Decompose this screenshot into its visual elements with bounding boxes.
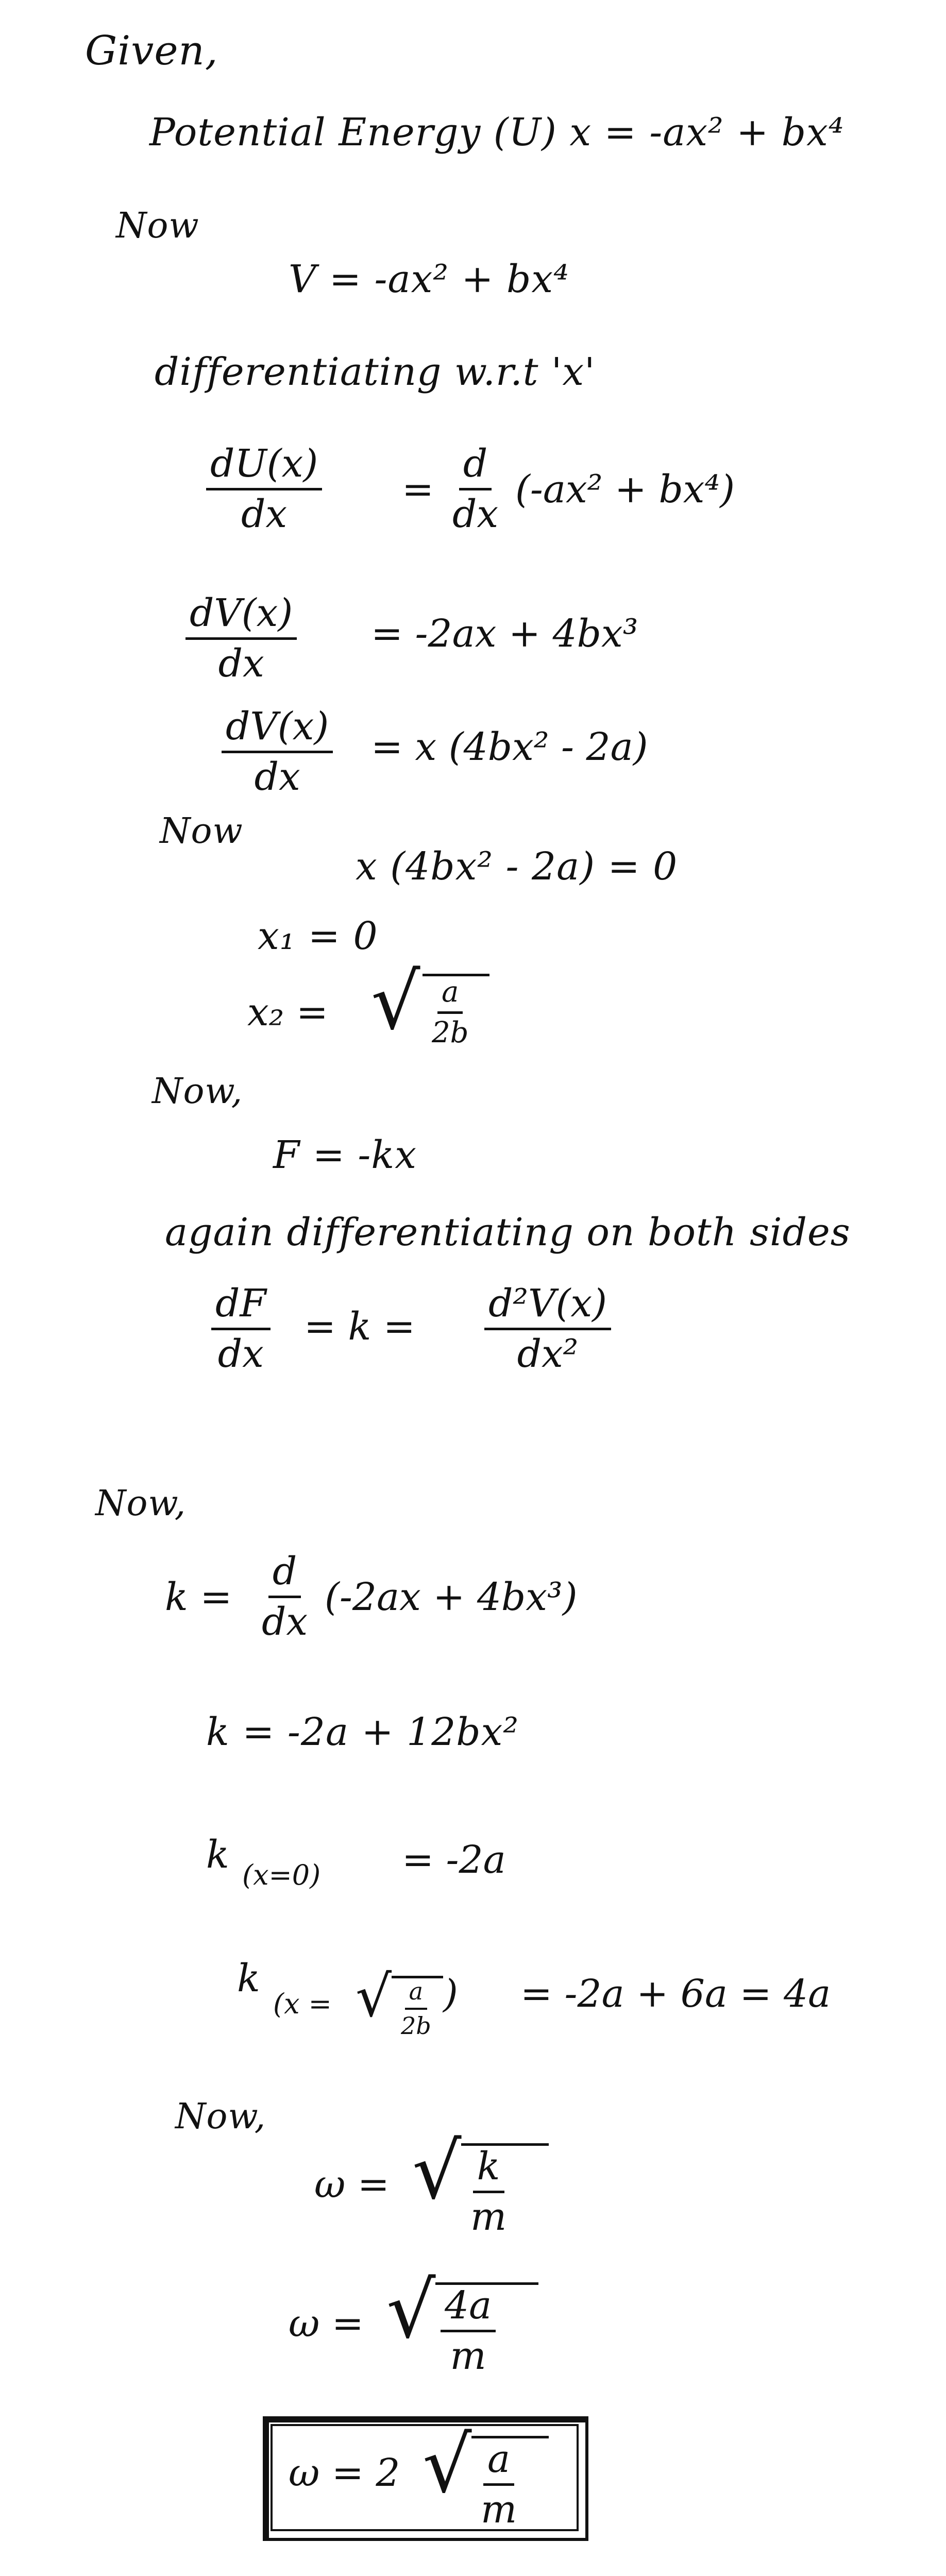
again-differentiating-text: again differentiating on both sides <box>165 1210 851 1255</box>
sqrt-symbol-x2: √ <box>371 957 420 1047</box>
k-deriv-lhs: k = <box>165 1575 232 1619</box>
omega-final-den: m <box>481 2487 517 2532</box>
df-mid: = k = <box>304 1304 415 1349</box>
k-deriv-operator <box>258 1551 312 1643</box>
k-deriv-rhs: (-2ax + 4bx³) <box>325 1575 578 1619</box>
deriv-3-lhs-den: dx <box>254 755 300 800</box>
sqrt-omega-final-radicand <box>471 2436 549 2531</box>
deriv-1-op-den: dx <box>452 492 499 537</box>
sqrt-symbol-omega-2: √ <box>386 2266 436 2355</box>
omega-2-fraction <box>441 2285 496 2378</box>
omega-final-fraction <box>477 2438 521 2531</box>
sqrt-omega-2-radicand <box>435 2282 538 2378</box>
deriv-2-lhs-fraction <box>185 592 297 685</box>
deriv-2-rhs: = -2ax + 4bx³ <box>371 612 638 656</box>
omega-final-num: a <box>483 2438 514 2486</box>
root-x2-lhs: x₂ = <box>247 990 328 1035</box>
given-heading: Given, <box>85 28 218 74</box>
sqrt-symbol-kroot: √ <box>356 1963 392 2029</box>
df-lhs-num: dF <box>211 1283 271 1330</box>
omega-2-lhs: ω = <box>289 2301 364 2346</box>
deriv-3-lhs-fraction <box>222 706 333 799</box>
deriv-2-lhs-num: dV(x) <box>185 592 297 640</box>
omega-1-lhs: ω = <box>314 2162 390 2207</box>
deriv-1-equals: = <box>402 467 434 512</box>
root-x1: x₁ = 0 <box>258 914 378 958</box>
kroot-fraction <box>397 1978 435 2039</box>
now-label-4: Now, <box>95 1483 187 1524</box>
differentiating-text: differentiating w.r.t 'x' <box>155 350 596 394</box>
deriv-3-lhs-num: dV(x) <box>222 706 333 753</box>
df-rhs-num: d²V(x) <box>484 1283 611 1330</box>
omega-final-lhs: ω = 2 <box>289 2451 400 2495</box>
k-xroot-sub-suffix: ) <box>443 1972 458 2016</box>
now-label-5: Now, <box>175 2096 266 2137</box>
deriv-1-op-num: d <box>459 443 492 490</box>
kroot-num: a <box>405 1978 427 2010</box>
sqrt-x2-radicand <box>423 974 489 1048</box>
now-label-1: Now <box>116 206 199 246</box>
df-rhs-den: dx² <box>517 1332 579 1377</box>
k-x0-sub: (x=0) <box>242 1859 321 1891</box>
sqrt-omega-1-radicand <box>461 2143 549 2239</box>
deriv-1-lhs-num: dU(x) <box>206 443 322 490</box>
sqrt-symbol-omega-1: √ <box>412 2127 462 2216</box>
sqrt-symbol-omega-final: √ <box>423 2420 472 2510</box>
k-xroot-k: k <box>237 1956 260 2001</box>
deriv-3-rhs: = x (4bx² - 2a) <box>371 725 648 769</box>
k-xroot-rhs: = -2a + 6a = 4a <box>520 1972 831 2016</box>
omega-1-fraction <box>466 2146 511 2239</box>
equation-v: V = -ax² + bx⁴ <box>289 257 569 301</box>
kroot-den: 2b <box>401 2011 431 2040</box>
k-x0-rhs: = -2a <box>402 1838 506 1882</box>
df-rhs-fraction <box>484 1283 611 1376</box>
omega-1-den: m <box>470 2195 507 2240</box>
df-lhs-fraction <box>211 1283 271 1376</box>
now-label-3: Now, <box>152 1071 243 1112</box>
df-lhs-den: dx <box>217 1332 264 1377</box>
sqrt-kroot-radicand <box>392 1976 443 2039</box>
k-equation: k = -2a + 12bx² <box>206 1710 519 1754</box>
deriv-1-operator-fraction <box>448 443 502 536</box>
k-xroot-sub-prefix: (x = <box>273 1988 332 2020</box>
omega-2-den: m <box>450 2334 486 2379</box>
omega-1-num: k <box>473 2146 504 2193</box>
k-x0-k: k <box>206 1833 229 1877</box>
deriv-1-lhs-fraction <box>206 443 322 536</box>
k-deriv-op-den: dx <box>262 1600 308 1645</box>
deriv-1-rhs: (-ax² + bx⁴) <box>515 467 735 512</box>
root-equation: x (4bx² - 2a) = 0 <box>356 844 678 889</box>
x2-den: 2b <box>432 1015 469 1049</box>
force-equation: F = -kx <box>273 1133 417 1177</box>
x2-num: a <box>437 976 463 1014</box>
omega-2-num: 4a <box>441 2285 496 2332</box>
deriv-1-lhs-den: dx <box>241 492 288 537</box>
x2-fraction <box>428 976 472 1048</box>
now-label-2: Now <box>160 811 243 852</box>
k-deriv-op-num: d <box>268 1551 301 1598</box>
given-potential-energy: Potential Energy (U) x = -ax² + bx⁴ <box>149 110 844 155</box>
deriv-2-lhs-den: dx <box>218 641 264 686</box>
